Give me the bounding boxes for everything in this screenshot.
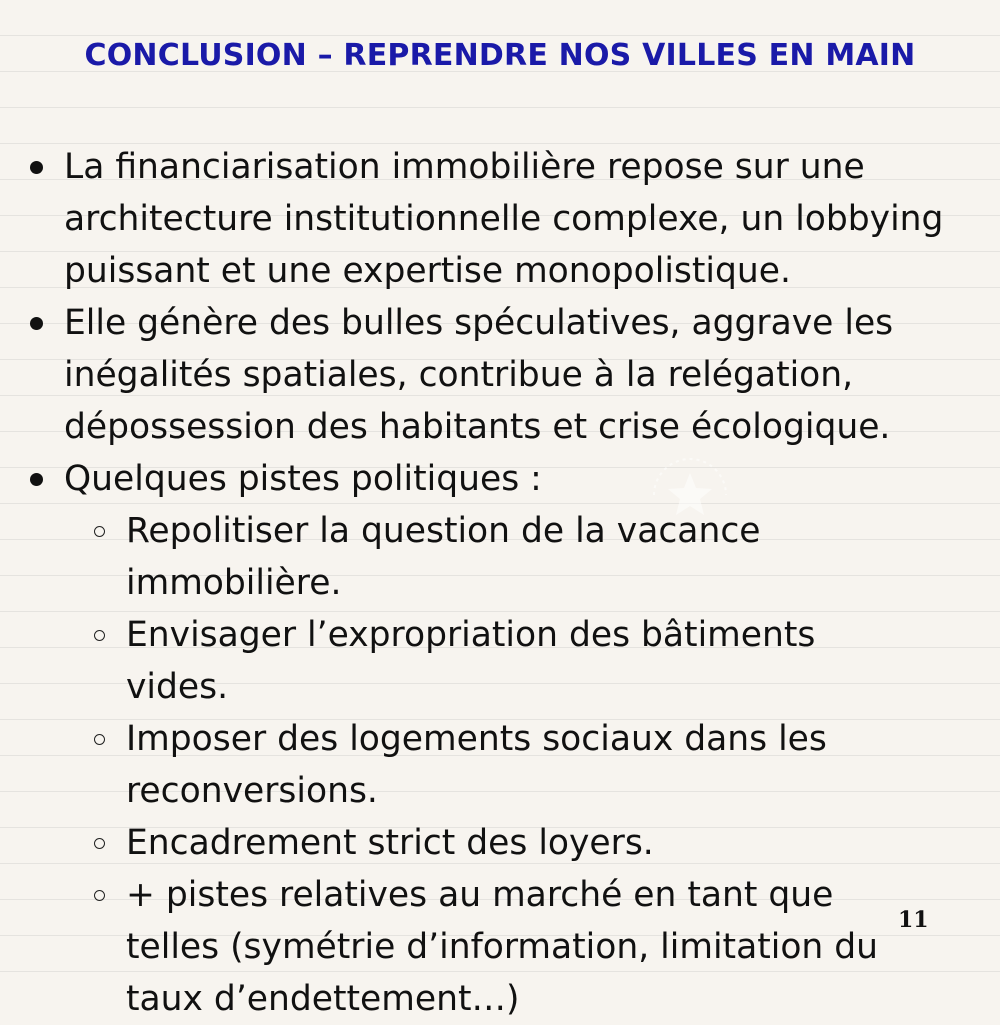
sub-bullet-text: Encadrement strict des loyers. [126,823,654,863]
bullet-item [27,297,987,453]
sub-bullet-item [64,505,914,609]
bullet-list [27,141,987,1025]
bullet-text: La financiarisation immobilière repose sur une architecture institutionnelle complexe, un lobbying puissant et une expertise monopolistique. [64,147,944,291]
bullet-dot-icon [30,161,43,174]
bullet-text: Quelques pistes politiques : [64,459,542,499]
circle-bullet-icon [94,734,105,745]
page-number: 11 [898,907,929,933]
sub-bullet-list [64,505,914,1025]
bullet-dot-icon [30,473,43,486]
sub-bullet-text: Imposer des logements sociaux dans les reconversions. [126,719,827,811]
sub-bullet-item [64,817,914,869]
bullet-item [27,141,987,297]
bullet-text: Elle génère des bulles spéculatives, aggrave les inégalités spatiales, contribue à la relégation, dépossession des habitants et crise écologique. [64,303,894,447]
bullet-dot-icon [30,317,43,330]
sub-bullet-text: + pistes relatives au marché en tant que telles (symétrie d’information, limitation du taux d’endettement…) [126,875,879,1019]
sub-bullet-item [64,713,914,817]
sub-bullet-item [64,869,914,1025]
sub-bullet-text: Envisager l’expropriation des bâtiments vides. [126,615,816,707]
slide-content [27,141,987,1025]
bullet-item [27,453,987,1025]
slide-title: CONCLUSION – REPRENDRE NOS VILLES EN MAIN [84,38,916,73]
circle-bullet-icon [94,890,105,901]
circle-bullet-icon [94,630,105,641]
circle-bullet-icon [94,838,105,849]
sub-bullet-text: Repolitiser la question de la vacance immobilière. [126,511,761,603]
sub-bullet-item [64,609,914,713]
circle-bullet-icon [94,526,105,537]
